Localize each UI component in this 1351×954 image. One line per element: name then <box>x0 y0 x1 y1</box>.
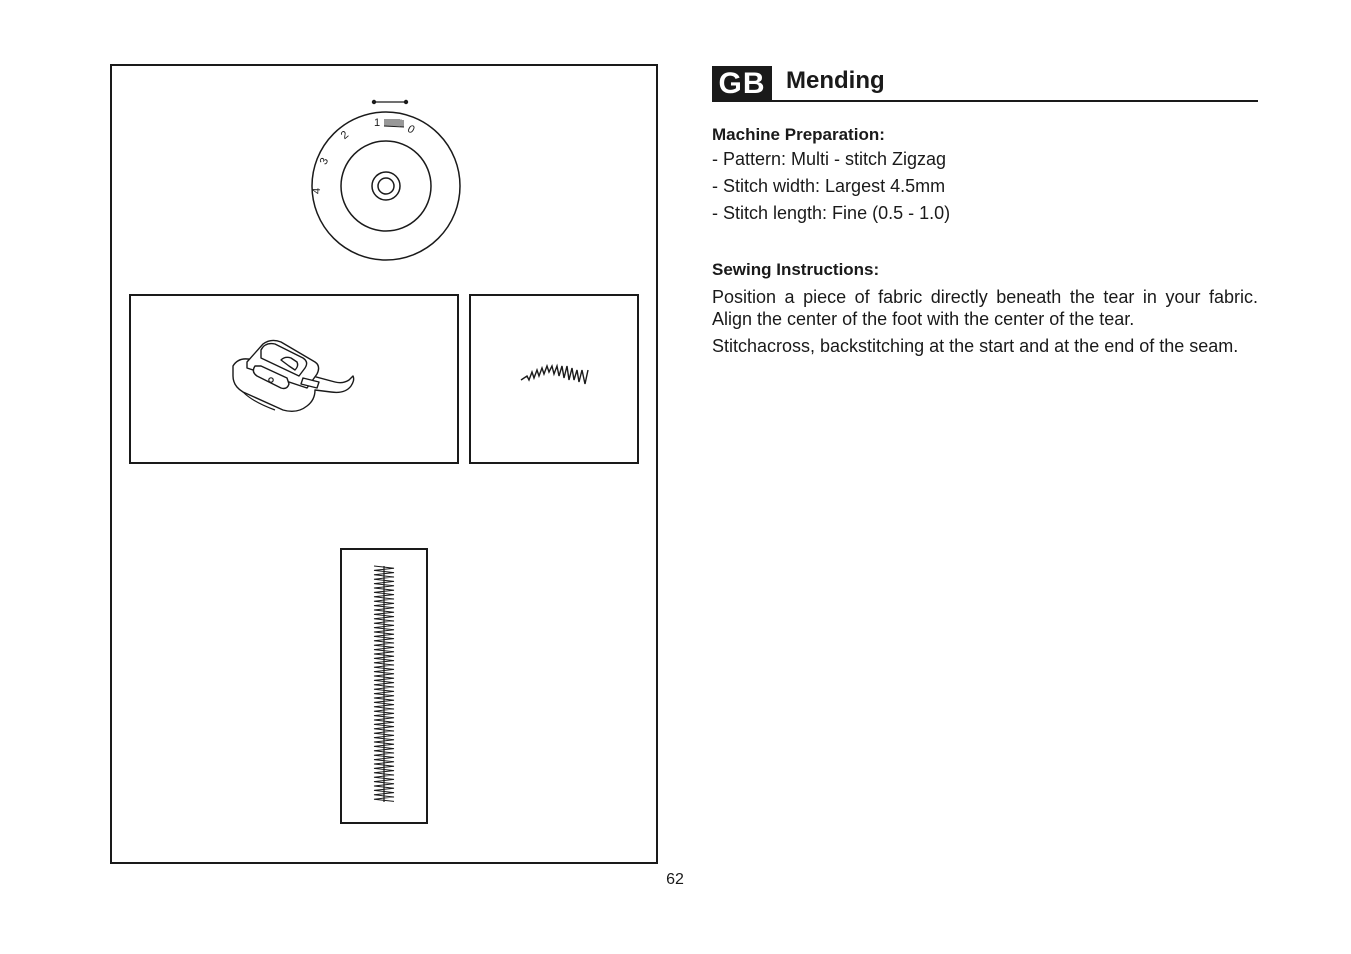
dial-number-1: 1 <box>374 117 381 129</box>
stitch-length-dial-icon <box>308 94 464 266</box>
section-heading <box>712 64 1258 102</box>
dial-number-0: 0 <box>406 123 416 137</box>
multi-stitch-zigzag-icon <box>471 296 637 462</box>
language-badge: GB <box>712 66 772 101</box>
preparation-item-stitch-width: - Stitch width: Largest 4.5mm <box>712 176 946 196</box>
dial-number-4: 4 <box>310 187 324 195</box>
illustration-frame <box>110 64 658 864</box>
sewing-instructions-heading: Sewing Instructions: <box>712 260 880 279</box>
machine-preparation-heading: Machine Preparation: <box>712 125 885 144</box>
instructions-column <box>712 64 1258 357</box>
instruction-paragraph: Stitchacross, backstitching at the start and at the end of the seam. <box>712 336 1239 356</box>
page-title: Mending <box>786 67 885 94</box>
zigzag-presser-foot-icon <box>131 296 457 462</box>
presser-foot-panel <box>129 294 459 464</box>
page-number: 62 <box>666 871 684 888</box>
mending-sample-panel <box>340 548 428 824</box>
mending-stitch-sample-icon <box>342 550 426 822</box>
dial-number-3: 3 <box>317 155 332 167</box>
dial-number-2: 2 <box>338 128 352 142</box>
instruction-paragraph: Position a piece of fabric directly beneath the tear in your fabric. Align the center of the foot with the center of the tear. <box>712 287 1258 329</box>
preparation-item-pattern: - Pattern: Multi - stitch Zigzag <box>712 149 947 169</box>
preparation-item-stitch-length: - Stitch length: Fine (0.5 - 1.0) <box>712 203 951 223</box>
stitch-pattern-panel <box>469 294 639 464</box>
